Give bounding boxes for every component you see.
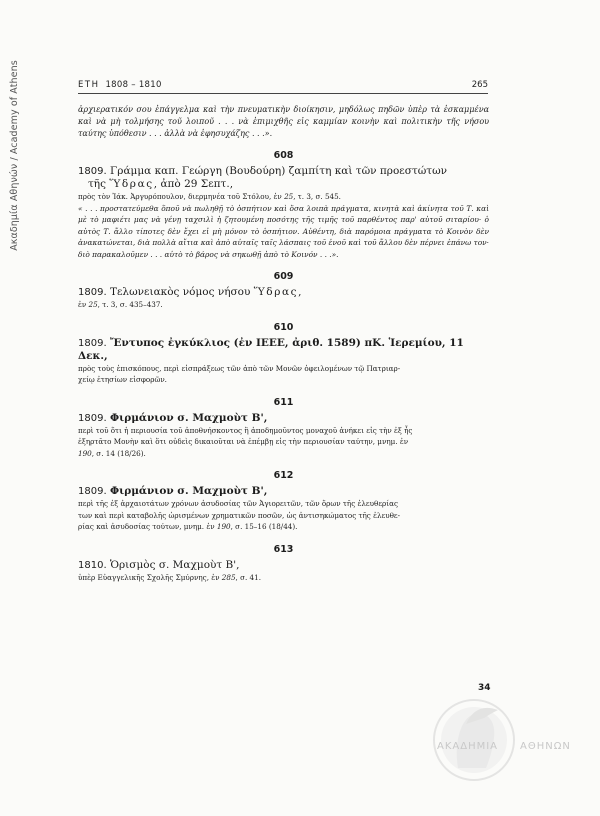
entry-number: 612 <box>273 470 294 481</box>
seal-word-athens: ΑΘΗΝΩΝ <box>520 741 571 752</box>
header-rule <box>78 93 488 94</box>
entry-detail-text: ρίας καὶ ἀσυδοσίας τούτων, μνημ. ἐν <box>78 522 217 531</box>
entry-title <box>78 559 489 572</box>
entry-number: 609 <box>273 271 294 282</box>
entry-detail-line-2: των καὶ περὶ καταβολῆς ὡρισμένων χρηματικῶν ποσῶν, ὡς ἀντισηκώματος τῆς ἐλευθε- <box>78 510 401 520</box>
entry-year: 1809. <box>78 486 107 497</box>
entry-number: 611 <box>273 396 294 408</box>
entry-detail-line-2 <box>78 436 489 448</box>
entry-title-end: , <box>298 286 302 298</box>
entry-detail-ref: 25 <box>284 192 294 201</box>
entry-detail <box>78 299 489 311</box>
seal-text <box>437 741 571 752</box>
entry-title <box>78 412 489 425</box>
entry-611 <box>78 396 489 460</box>
page-content <box>78 104 489 583</box>
entry-detail-ref: 285 <box>221 572 236 582</box>
entry-title <box>78 337 489 363</box>
entry-title-text: Φιρμάνιον σ. Μαχμοὺτ Β', <box>109 411 268 424</box>
entry-year: 1809. <box>78 412 107 424</box>
entry-detail-text: ὑπὲρ Εὐαγγελικῆς Σχολῆς Σμύρνης, ἐν <box>78 572 222 582</box>
running-header <box>78 80 488 96</box>
academy-side-watermark <box>5 40 23 270</box>
entry-title <box>78 286 489 299</box>
entry-number: 613 <box>273 543 294 555</box>
entry-detail-pages: , σ. 41. <box>235 572 261 582</box>
entry-detail <box>78 572 489 584</box>
header-running-title: ΕΤΗ <box>78 80 100 90</box>
entry-year: 1809. <box>78 337 107 349</box>
entry-title-text: Ὁρισμὸς σ. Μαχμοὺτ Β', <box>109 558 240 571</box>
entry-year: 1809. <box>78 166 107 177</box>
continuation-text: ἀρχιερατικόν σου ἐπάγγελμα καὶ τὴν πνευματικὴν διοίκησιν, μηδόλως πηδῶν ὑπὲρ τὰ ἐσκαμμένα καὶ νὰ μὴ τολμήσης τοῦ λοιποῦ . . . νὰ ἐπιμιχθῆς εἰς καμμίαν κοινὴν καὶ πολιτικὴν τῆς νήσου ταύτης ὑπόθεσιν . . . ἀλλὰ νὰ ἐφησυχάζης . . .». <box>78 105 489 138</box>
entry-609 <box>78 270 489 311</box>
entry-number: 608 <box>273 150 294 161</box>
entry-year: 1810. <box>78 559 107 571</box>
entry-number: 610 <box>273 321 294 333</box>
entry-title-line-2 <box>78 178 489 191</box>
entry-detail <box>78 191 489 203</box>
entry-detail-line-2: χείῳ ἐτησίων εἰσφορῶν. <box>78 375 167 384</box>
entry-quote: « . . . προστατεύμεθα ὅποῦ νὰ πωληθῇ τὸ ὁσπήτιον καὶ ὅσα λοιπὰ πράγματα, κινητὰ καὶ ἀκίνητα τοῦ Τ. καὶ μὲ τὸ μαφιέτι μας νὰ γένῃ ταχσιλὶ ἡ ζητουμένη ποσότης τῆς τιμῆς τοῦ παρθέντος παρ' αὐτοῦ σιταρίου· ὁ αὐτὸς Τ. ἄλλο τίποτες δὲν ἔχει εἰ μὴ μόνον τὸ ὁσπήτιον. Αὐθέντη, διὰ παρόμοια πράγματα τὸ Κοινὸν δὲν ἀνακατώνεται, διὰ πολλὰ αἴτια καὶ ἀπὸ αὐταῖς ταῖς λάσπαις τοῦ ἐνοῦ καὶ τοῦ ἄλλου δὲν πέρνει ἐπάνω τον· διὸ παρακαλοῦμεν . . . αὐτὸ τὸ βάρος νὰ σηκωθῇ ἀπὸ τὸ Κοινόν . . .». <box>78 203 489 259</box>
entry-title-place: Ὕδρας <box>109 178 154 190</box>
entry-detail-pages: , τ. 3, σ. 545. <box>293 192 341 201</box>
entry-title-date: , ἀπὸ 29 Σεπτ., <box>153 178 234 190</box>
academy-seal-watermark <box>414 684 544 794</box>
entry-detail-line-1: περὶ τοῦ ὅτι ἡ περιουσία τοῦ ἀποθνήσκοντος ἢ ἀποδημοῦντος μοναχοῦ ἀνήκει εἰς τὴν ἐξ ἧς <box>78 425 413 435</box>
page-number-top: 265 <box>471 80 488 90</box>
entry-detail-ref: 25 <box>88 300 98 309</box>
signature-mark: 34 <box>478 683 491 693</box>
entry-title-prefix: τῆς <box>88 178 110 190</box>
side-watermark-text: Ακαδημία Αθηνών / Academy of Athens <box>8 59 20 251</box>
entry-title <box>78 165 489 191</box>
entry-detail-ref: 190 <box>78 448 92 458</box>
entry-608 <box>78 149 489 260</box>
entry-detail-line-3 <box>78 521 489 533</box>
seal-word-academy: ΑΚΑΔΗΜΙΑ <box>437 741 499 752</box>
entry-detail-text: πρὸς τὸν Ἰάκ. Ἀργυρόπουλον, διερμηνέα τοῦ Στόλου, ἐν <box>78 192 285 201</box>
entry-detail-pages: , σ. 14 (18/26). <box>91 448 146 458</box>
entry-detail-pages: , σ. 15–16 (18/44). <box>230 522 298 531</box>
entry-title <box>78 485 489 498</box>
entry-title-text: Ἔντυπος ἐγκύκλιος (ἐν ΙΕΕΕ, ἀριθ. 1589) πΚ. Ἱερεμίου, 11 Δεκ., <box>78 336 464 362</box>
entry-detail-line-3 <box>78 448 489 460</box>
entry-detail-text: ἐξηρτᾶτο Μονὴν καὶ ὅτι οὐδεὶς δικαιοῦται νὰ ἐπέμβῃ εἰς τὴν περιουσίαν ταύτην, μνημ. ἐν <box>78 437 409 446</box>
entry-610 <box>78 321 489 386</box>
header-years: 1808 – 1810 <box>105 80 162 90</box>
entry-title-text: Τελωνειακὸς νόμος νήσου <box>109 286 254 298</box>
entry-detail-line-1: πρὸς τοὺς ἐπισκόπους, περὶ εἰσπράξεως τῶν ἀπὸ τῶν Μονῶν ὀφειλομένων τῷ Πατριαρ- <box>78 363 401 373</box>
entry-title-line-1: Γράμμα καπ. Γεώργη (Βουδούρη) ζαμπίτη καὶ τῶν προεστώτων <box>109 165 448 177</box>
entry-612 <box>78 469 489 533</box>
entry-title-text: Φιρμάνιον σ. Μαχμοὺτ Β', <box>109 485 268 497</box>
entry-613 <box>78 543 489 584</box>
entry-detail-line-1: περὶ τῆς ἐξ ἀρχαιοτάτων χρόνων ἀσυδοσίας τῶν Ἁγιορειτῶν, τῶν ὅρων τῆς ἐλευθερίας <box>78 499 398 508</box>
entry-detail-ref: 190 <box>216 522 231 531</box>
entry-year: 1809. <box>78 287 107 298</box>
header-title <box>78 80 162 90</box>
entry-detail-text: ἐν <box>78 300 89 309</box>
entry-detail-pages: , τ. 3, σ. 435–437. <box>97 300 163 309</box>
entry-title-place: Ὕδρας <box>253 286 299 298</box>
